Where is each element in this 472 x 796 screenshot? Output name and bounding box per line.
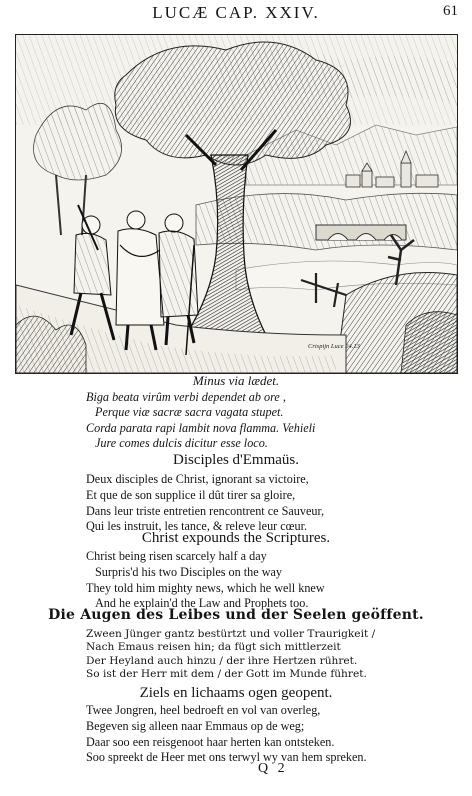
english-line: Surpris'd his two Disciples on the way: [95, 564, 283, 579]
engraving-caption: Crispijn Luce 24.13: [308, 343, 360, 350]
french-line: Et que de son supplice il dût tirer sa gloire,: [86, 487, 296, 502]
french-line: Deux disciples de Christ, ignorant sa victoire,: [86, 472, 309, 486]
german-line: Der Heyland auch hinzu / der ihre Hertzen rühret.: [86, 654, 358, 667]
engraving-illustration: [15, 34, 458, 374]
dutch-line: Daar soo een reisgenoot haar herten kan ontsteken.: [86, 734, 335, 749]
signature-mark: Q 2: [258, 761, 288, 776]
english-line: And he explain'd the Law and Prophets too.: [95, 596, 309, 611]
french-heading: Disciples d'Emmaüs.: [172, 452, 300, 468]
latin-line: Perque viæ sacræ sacra vagata stupet.: [95, 405, 284, 420]
english-line: Christ being risen scarcely half a day: [86, 549, 267, 563]
latin-line: Biga beata virûm verbi dependet ab ore ,: [86, 390, 286, 404]
page-number: 61: [443, 3, 458, 19]
latin-line: Corda parata rapi lambit nova flamma. Vehieli: [86, 420, 316, 435]
english-line: They told him mighty news, which he well knew: [86, 580, 325, 595]
dutch-line: Twee Jongren, heel bedroeft en vol van overleg,: [86, 703, 321, 717]
french-line: Dans leur triste entretien rencontrent ce Sauveur,: [86, 503, 325, 518]
dutch-line: Begeven sig alleen naar Emmaus op de weg;: [86, 718, 305, 733]
dutch-line: Soo spreekt de Heer met ons terwyl wy van hem spreken.: [86, 750, 367, 765]
dutch-verse: [86, 703, 466, 766]
engraving-scene: [16, 35, 457, 373]
french-verse: [86, 472, 466, 535]
latin-line: Jure comes dulcis dicitur esse loco.: [95, 436, 268, 451]
chapter-title: LUCÆ CAP. XXIV.: [152, 3, 320, 22]
english-verse: [86, 549, 466, 612]
dutch-heading: Ziels en lichaams ogen geopent.: [139, 685, 333, 701]
english-heading: Christ expounds the Scriptures.: [141, 530, 331, 546]
french-line: Qui les instruit, les tance, & releve leur cœur.: [86, 519, 307, 534]
latin-verse: [86, 390, 466, 452]
german-verse: [86, 628, 466, 682]
page-header: [0, 2, 472, 24]
motto: Minus via lædet.: [192, 373, 280, 388]
german-heading: Die Augen des Leibes und der Seelen geöffent.: [48, 607, 424, 623]
german-line: Zween Jünger gantz bestürtzt und voller Traurigkeit /: [86, 628, 376, 640]
german-line: Nach Emaus reisen hin; da fügt sich mittlerzeit: [86, 641, 341, 654]
german-line: So ist der Herr mit dem / der Gott im Munde führet.: [86, 668, 367, 681]
